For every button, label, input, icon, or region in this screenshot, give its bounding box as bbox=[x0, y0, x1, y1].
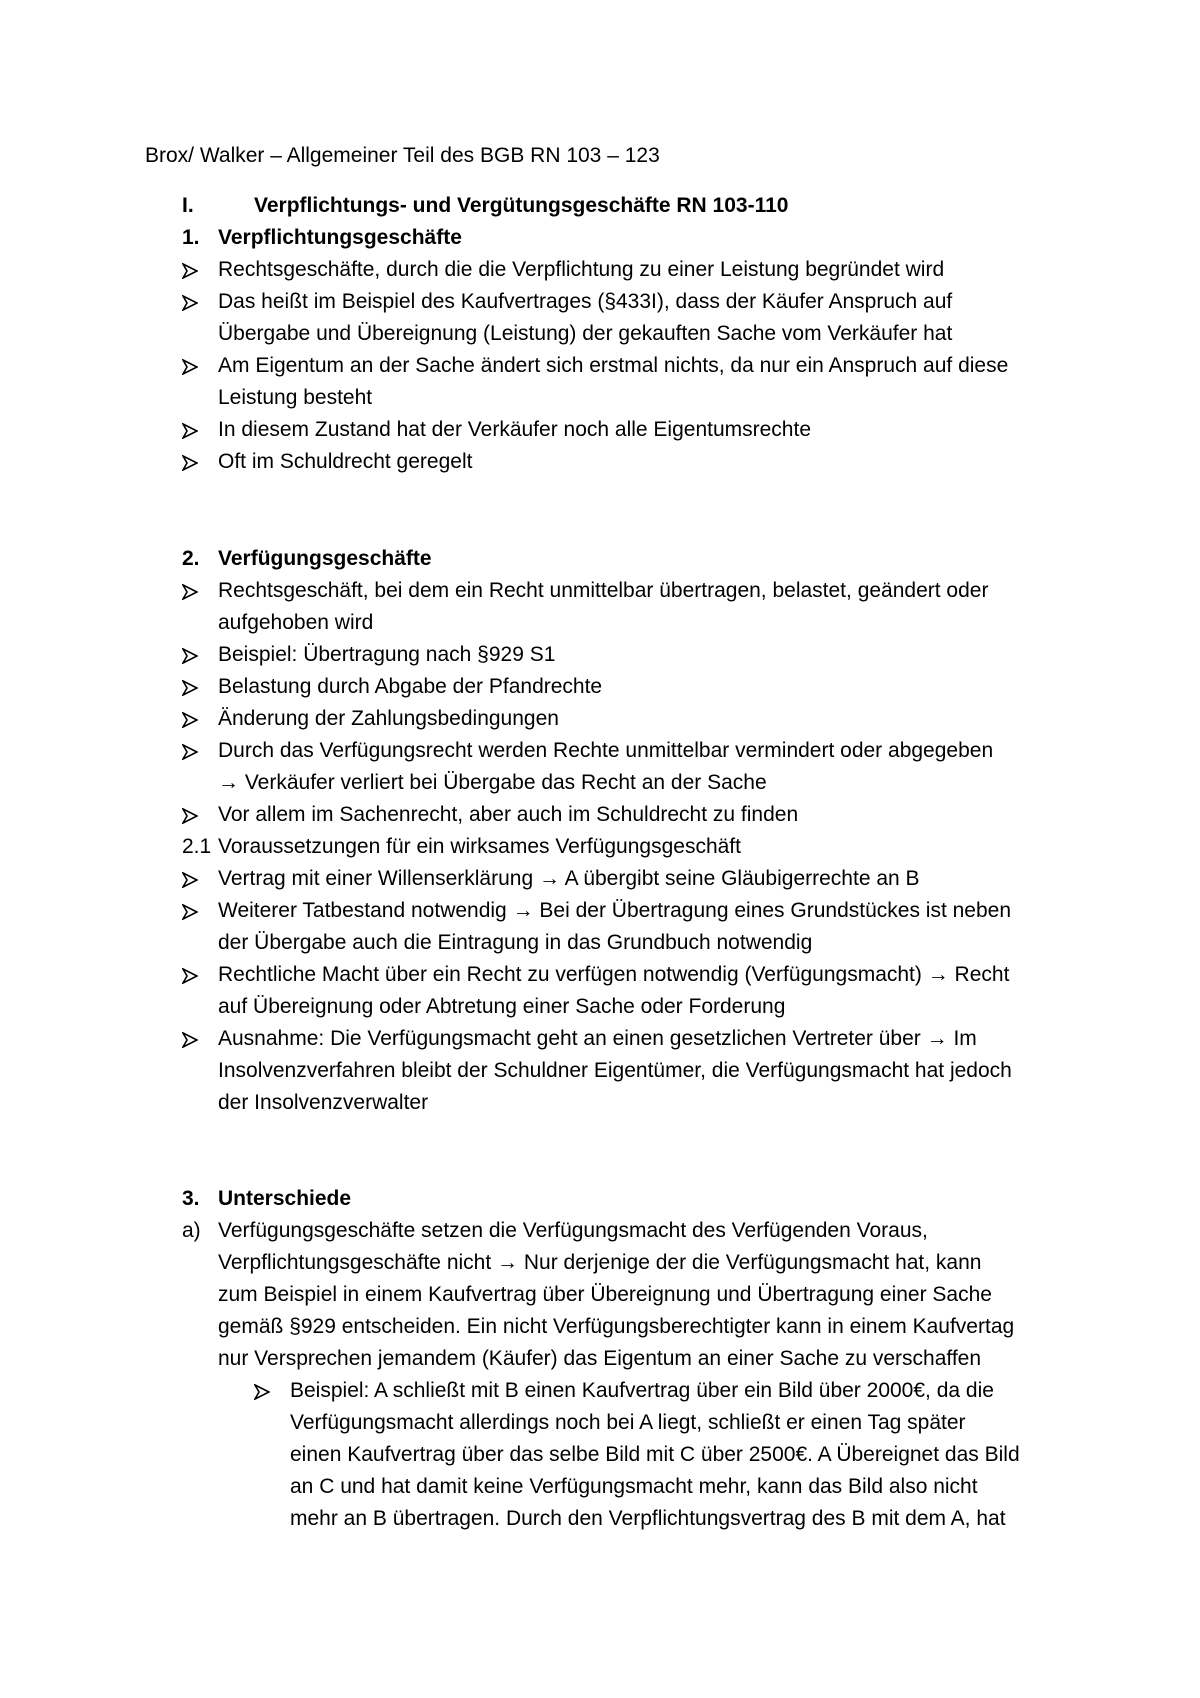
bullet-text-continuation: Leistung besteht bbox=[218, 386, 373, 409]
paragraph-text: gemäß §929 entscheiden. Ein nicht Verfügungsberechtigter kann in einem Kaufvertag bbox=[218, 1315, 1015, 1338]
bullet-text: Rechtliche Macht über ein Recht zu verfügen notwendig (Verfügungsmacht) → Recht bbox=[218, 963, 1010, 986]
bullet-text: Das heißt im Beispiel des Kaufvertrages (§433I), dass der Käufer Anspruch auf bbox=[218, 290, 953, 313]
arrow-bullet-icon bbox=[182, 808, 198, 824]
paragraph-text: Verfügungsgeschäfte setzen die Verfügungsmacht des Verfügenden Voraus, bbox=[218, 1219, 928, 1242]
example-text: Verfügungsmacht allerdings noch bei A liegt, schließt er einen Tag später bbox=[290, 1411, 966, 1434]
bullet-text-continuation: Insolvenzverfahren bleibt der Schuldner Eigentümer, die Verfügungsmacht hat jedoch bbox=[218, 1059, 1012, 1082]
arrow-bullet-icon bbox=[182, 744, 198, 760]
example-text: mehr an B übertragen. Durch den Verpflichtungsvertrag des B mit dem A, hat bbox=[290, 1507, 1006, 1530]
bullet-text: Belastung durch Abgabe der Pfandrechte bbox=[218, 675, 603, 698]
list-letter-marker: a) bbox=[182, 1219, 201, 1242]
bullet-text: Vor allem im Sachenrecht, aber auch im Schuldrecht zu finden bbox=[218, 803, 799, 826]
bullet-text-continuation: auf Übereignung oder Abtretung einer Sache oder Forderung bbox=[218, 995, 786, 1018]
arrow-bullet-icon bbox=[182, 263, 198, 279]
arrow-bullet-icon bbox=[182, 359, 198, 375]
bullet-text-continuation: aufgehoben wird bbox=[218, 611, 374, 634]
bullet-text: Durch das Verfügungsrecht werden Rechte unmittelbar vermindert oder abgegeben bbox=[218, 739, 994, 762]
bullet-text: Rechtsgeschäft, bei dem ein Recht unmittelbar übertragen, belastet, geändert oder bbox=[218, 579, 989, 602]
bullet-text: Oft im Schuldrecht geregelt bbox=[218, 450, 473, 473]
bullet-text: In diesem Zustand hat der Verkäufer noch alle Eigentumsrechte bbox=[218, 418, 812, 441]
bullet-text-continuation: Übergabe und Übereignung (Leistung) der gekauften Sache vom Verkäufer hat bbox=[218, 322, 953, 345]
arrow-bullet-icon bbox=[182, 872, 198, 888]
arrow-bullet-icon bbox=[182, 1032, 198, 1048]
bullet-text: Vertrag mit einer Willenserklärung → A übergibt seine Gläubigerrechte an B bbox=[218, 867, 920, 890]
bullet-text: Beispiel: Übertragung nach §929 S1 bbox=[218, 643, 556, 666]
bullet-text: Änderung der Zahlungsbedingungen bbox=[218, 707, 559, 730]
section-heading: Unterschiede bbox=[218, 1187, 352, 1210]
section-marker: 1. bbox=[182, 226, 200, 249]
bullet-text: Weiterer Tatbestand notwendig → Bei der Übertragung eines Grundstückes ist neben bbox=[218, 899, 1012, 922]
arrow-bullet-icon bbox=[182, 295, 198, 311]
section-heading: Verfügungsgeschäfte bbox=[218, 547, 432, 570]
section-heading: Verpflichtungsgeschäfte bbox=[218, 226, 462, 249]
section-marker: I. bbox=[182, 194, 194, 217]
document-title: Brox/ Walker – Allgemeiner Teil des BGB RN 103 – 123 bbox=[145, 144, 660, 167]
bullet-text: Ausnahme: Die Verfügungsmacht geht an einen gesetzlichen Vertreter über → Im bbox=[218, 1027, 977, 1050]
arrow-bullet-icon bbox=[182, 968, 198, 984]
arrow-bullet-icon bbox=[254, 1384, 270, 1400]
arrow-bullet-icon bbox=[182, 584, 198, 600]
paragraph-text: nur Versprechen jemandem (Käufer) das Eigentum an einer Sache zu verschaffen bbox=[218, 1347, 982, 1370]
example-text: einen Kaufvertrag über das selbe Bild mit C über 2500€. A Übereignet das Bild bbox=[290, 1443, 1020, 1466]
section-marker: 3. bbox=[182, 1187, 200, 1210]
bullet-text-continuation: der Insolvenzverwalter bbox=[218, 1091, 429, 1114]
section-heading: Verpflichtungs- und Vergütungsgeschäfte RN 103-110 bbox=[254, 194, 789, 217]
section-marker: 2. bbox=[182, 547, 200, 570]
arrow-bullet-icon bbox=[182, 680, 198, 696]
bullet-text-continuation: → Verkäufer verliert bei Übergabe das Recht an der Sache bbox=[218, 771, 767, 794]
bullet-text-continuation: der Übergabe auch die Eintragung in das Grundbuch notwendig bbox=[218, 931, 813, 954]
example-text: Beispiel: A schließt mit B einen Kaufvertrag über ein Bild über 2000€, da die bbox=[290, 1379, 994, 1402]
paragraph-text: Verpflichtungsgeschäfte nicht → Nur derjenige der die Verfügungsmacht hat, kann bbox=[218, 1251, 982, 1274]
subsection-heading: Voraussetzungen für ein wirksames Verfügungsgeschäft bbox=[218, 835, 741, 858]
arrow-bullet-icon bbox=[182, 712, 198, 728]
arrow-bullet-icon bbox=[182, 904, 198, 920]
paragraph-text: zum Beispiel in einem Kaufvertrag über Übereignung und Übertragung einer Sache bbox=[218, 1283, 992, 1306]
arrow-bullet-icon bbox=[182, 648, 198, 664]
example-text: an C und hat damit keine Verfügungsmacht mehr, kann das Bild also nicht bbox=[290, 1475, 978, 1498]
bullet-text: Rechtsgeschäfte, durch die die Verpflichtung zu einer Leistung begründet wird bbox=[218, 258, 945, 281]
subsection-marker: 2.1 bbox=[182, 835, 212, 858]
arrow-bullet-icon bbox=[182, 423, 198, 439]
arrow-bullet-icon bbox=[182, 455, 198, 471]
bullet-text: Am Eigentum an der Sache ändert sich erstmal nichts, da nur ein Anspruch auf diese bbox=[218, 354, 1009, 377]
